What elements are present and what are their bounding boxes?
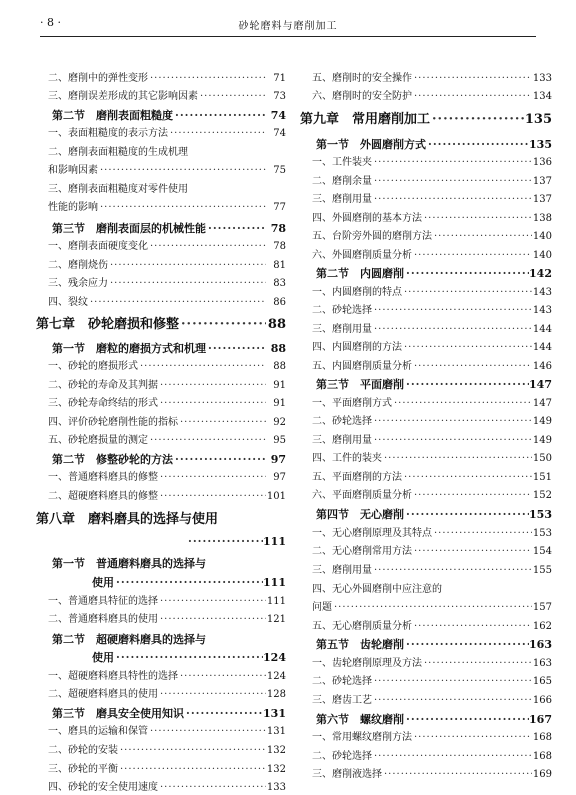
toc-entry-page: 166 — [532, 695, 552, 706]
toc-entry-title: 第三节 磨削表面层的机械性能 — [52, 222, 206, 235]
toc-entry-title: 第一节 普通磨料磨具的选择与 — [52, 557, 206, 570]
toc-entry — [52, 109, 286, 123]
toc-entry-title: 第四节 无心磨削 — [316, 508, 404, 521]
toc-entry — [48, 781, 286, 795]
dot-leader — [372, 434, 532, 448]
dot-leader — [432, 230, 532, 244]
toc-entry — [48, 360, 286, 374]
toc-entry-title: 第五节 齿轮磨削 — [316, 638, 404, 651]
page-number: · 8 · — [40, 16, 61, 29]
toc-entry-page: 165 — [532, 676, 552, 687]
toc-entry-page: 101 — [266, 491, 286, 502]
toc-entry-page: 132 — [266, 764, 286, 775]
toc-entry-page: 153 — [529, 508, 552, 521]
toc-entry-title: 六、外圆磨削质量分析 — [312, 250, 412, 261]
toc-entry — [312, 768, 552, 782]
toc-entry-title: 第三节 磨具安全使用知识 — [52, 707, 184, 720]
toc-entry-page: 155 — [532, 565, 552, 576]
toc-entry-title: 三、磨削用量 — [312, 324, 372, 335]
dot-leader — [430, 113, 525, 127]
dot-leader — [404, 713, 529, 727]
toc-entry-page: 77 — [273, 202, 286, 213]
toc-entry — [48, 397, 286, 411]
toc-entry-page: 91 — [273, 380, 286, 391]
toc-entry-page: 162 — [532, 621, 552, 632]
toc-entry-title: 五、台阶旁外圆的磨削方法 — [312, 231, 432, 242]
toc-entry-page: 95 — [273, 435, 286, 446]
toc-entry-page: 128 — [266, 689, 286, 700]
toc-entry — [316, 713, 552, 727]
dot-leader — [372, 694, 532, 708]
dot-leader — [432, 527, 532, 541]
toc-entry-title: 二、无心磨削常用方法 — [312, 546, 412, 557]
toc-entry-page: 147 — [529, 378, 552, 391]
toc-entry-title: 三、磨齿工艺 — [312, 695, 372, 706]
toc-entry-page: 88 — [267, 317, 286, 332]
toc-entry — [312, 620, 552, 634]
dot-leader — [178, 416, 266, 430]
dot-leader — [168, 127, 266, 141]
toc-entry-page: 111 — [263, 576, 286, 589]
toc-entry-page: 168 — [532, 732, 552, 743]
toc-entry-title: 第一节 磨粒的磨损方式和机理 — [52, 342, 206, 355]
dot-leader — [402, 341, 532, 355]
toc-entry-page: 92 — [273, 417, 286, 428]
toc-entry — [316, 378, 552, 392]
toc-entry-title: 一、表面粗糙度的表示方法 — [48, 128, 168, 139]
dot-leader — [114, 576, 263, 590]
toc-entry-title: 五、磨削时的安全操作 — [312, 73, 412, 84]
dot-leader — [138, 360, 266, 374]
toc-entry — [312, 731, 552, 745]
toc-entry-title: 第一节 外圆磨削方式 — [316, 138, 426, 151]
toc-entry-title: 三、砂轮的平衡 — [48, 764, 118, 775]
toc-entry-title: 三、磨削用量 — [312, 435, 372, 446]
dot-leader — [372, 323, 532, 337]
toc-entry-page: 150 — [532, 453, 552, 464]
toc-entry — [48, 127, 286, 141]
dot-leader — [412, 360, 532, 374]
dot-leader — [372, 193, 532, 207]
toc-entry-page: 143 — [532, 287, 552, 298]
toc-entry-page: 146 — [532, 361, 552, 372]
toc-entry-title: 第九章 常用磨削加工 — [300, 112, 431, 127]
toc-entry-title: 二、超硬磨料磨具的使用 — [48, 689, 158, 700]
toc-entry-page: 147 — [532, 398, 552, 409]
toc-entry-title: 一、齿轮磨削原理及方法 — [312, 658, 422, 669]
toc-entry-title: 第二节 内圆磨削 — [316, 267, 404, 280]
toc-entry-page: 149 — [532, 416, 552, 427]
dot-leader — [372, 415, 532, 429]
dot-leader — [412, 489, 532, 503]
toc-entry — [48, 164, 286, 178]
toc-entry — [316, 267, 552, 281]
toc-entry — [48, 296, 286, 310]
toc-entry — [48, 183, 286, 197]
toc-entry-title: 第六节 螺纹磨削 — [316, 713, 404, 726]
toc-entry — [48, 613, 286, 627]
dot-leader — [382, 768, 532, 782]
toc-entry — [312, 323, 552, 337]
toc-entry-title: 三、磨削液选择 — [312, 769, 382, 780]
dot-leader — [404, 378, 529, 392]
toc-entry — [48, 490, 286, 504]
toc-entry-page: 168 — [532, 751, 552, 762]
toc-entry-title: 二、超硬磨料磨具的修整 — [48, 491, 158, 502]
toc-entry-title: 四、内圆磨削的方法 — [312, 342, 402, 353]
toc-entry-title: 二、砂轮选择 — [312, 751, 372, 762]
toc-entry — [312, 212, 552, 226]
dot-leader — [206, 342, 266, 356]
toc-entry — [48, 688, 286, 702]
dot-leader — [198, 90, 266, 104]
toc-entry-title: 使用 — [92, 576, 114, 589]
toc-entry — [48, 416, 286, 430]
toc-entry-title: 和影响因素 — [48, 165, 98, 176]
toc-entry — [316, 138, 552, 152]
dot-leader — [426, 138, 529, 152]
dot-leader — [206, 222, 266, 236]
toc-entry-page: 124 — [266, 671, 286, 682]
dot-leader — [179, 318, 266, 332]
dot-leader — [332, 601, 532, 615]
toc-entry-page: 157 — [532, 602, 552, 613]
toc-entry-title: 一、平面磨削方式 — [312, 398, 392, 409]
toc-entry — [316, 638, 552, 652]
toc-entry — [312, 527, 552, 541]
dot-leader — [158, 688, 266, 702]
dot-leader — [186, 535, 263, 549]
toc-entry-title: 一、内圆磨削的特点 — [312, 287, 402, 298]
toc-entry-title: 二、磨削中的弹性变形 — [48, 73, 148, 84]
dot-leader — [404, 267, 529, 281]
toc-entry-page: 135 — [524, 112, 552, 127]
dot-leader — [114, 651, 263, 665]
toc-entry — [48, 90, 286, 104]
toc-entry — [312, 489, 552, 503]
toc-entry — [48, 595, 286, 609]
toc-entry-page: 81 — [273, 260, 286, 271]
toc-entry-page: 154 — [532, 546, 552, 557]
toc-entry-title: 一、磨具的运输和保管 — [48, 726, 148, 737]
toc-entry-title: 二、砂轮选择 — [312, 676, 372, 687]
toc-entry-title: 第二节 磨削表面粗糙度 — [52, 109, 173, 122]
toc-entry-title: 五、平面磨削的方法 — [312, 472, 402, 483]
toc-entry-page: 140 — [532, 250, 552, 261]
toc-entry — [312, 657, 552, 671]
toc-entry — [312, 564, 552, 578]
dot-leader — [412, 620, 532, 634]
toc-entry-title: 二、砂轮选择 — [312, 305, 372, 316]
toc-entry — [312, 750, 552, 764]
toc-entry-page: 144 — [532, 324, 552, 335]
dot-leader — [158, 379, 266, 393]
toc-entry-title: 第二节 超硬磨料磨具的选择与 — [52, 633, 206, 646]
toc-entry-title: 二、磨削表面粗糙度的生成机理 — [48, 147, 188, 158]
toc-entry-page: 91 — [273, 398, 286, 409]
toc-entry-page: 88 — [270, 342, 286, 355]
toc-entry-title: 一、超硬磨料磨具特性的选择 — [48, 671, 178, 682]
toc-entry-page: 111 — [263, 535, 286, 548]
dot-leader — [402, 471, 532, 485]
dot-leader — [148, 72, 266, 86]
toc-entry — [300, 113, 552, 127]
dot-leader — [118, 744, 266, 758]
toc-entry-page: 131 — [263, 707, 286, 720]
toc-entry-page: 167 — [529, 713, 552, 726]
toc-entry-title: 使用 — [92, 651, 114, 664]
toc-entry — [312, 583, 552, 597]
toc-entry — [312, 545, 552, 559]
toc-entry — [52, 707, 286, 721]
dot-leader — [158, 595, 266, 609]
toc-entry-page: 71 — [273, 73, 286, 84]
toc-entry-title: 三、磨削表面粗糙度对零件使用 — [48, 184, 188, 195]
toc-entry — [186, 535, 286, 549]
toc-entry — [48, 744, 286, 758]
toc-entry-title: 六、平面磨削质量分析 — [312, 490, 412, 501]
dot-leader — [412, 545, 532, 559]
toc-entry-page: 83 — [273, 278, 286, 289]
toc-entry — [48, 725, 286, 739]
dot-leader — [412, 731, 532, 745]
toc-entry-title: 二、磨削余量 — [312, 176, 372, 187]
dot-leader — [158, 397, 266, 411]
dot-leader — [98, 201, 266, 215]
dot-leader — [178, 670, 266, 684]
toc-entry-title: 性能的影响 — [48, 202, 98, 213]
toc-entry — [312, 415, 552, 429]
dot-leader — [412, 90, 532, 104]
toc-entry — [312, 675, 552, 689]
dot-leader — [158, 613, 266, 627]
toc-entry-page: 133 — [266, 782, 286, 793]
toc-entry — [52, 633, 286, 647]
toc-entry — [316, 508, 552, 522]
running-title: 砂轮磨料与磨削加工 — [238, 21, 338, 32]
toc-entry-page: 124 — [263, 651, 286, 664]
toc-entry-page: 142 — [529, 267, 552, 280]
toc-entry-title: 五、内圆磨削质量分析 — [312, 361, 412, 372]
toc-entry — [312, 156, 552, 170]
toc-entry-title: 一、工件装夹 — [312, 157, 372, 168]
toc-entry — [312, 230, 552, 244]
toc-entry — [48, 434, 286, 448]
toc-entry — [48, 379, 286, 393]
dot-leader — [108, 259, 266, 273]
toc-entry-page: 137 — [532, 176, 552, 187]
toc-entry — [36, 318, 286, 332]
toc-entry-title: 一、普通磨料磨具的修整 — [48, 472, 158, 483]
toc-entry — [312, 249, 552, 263]
toc-entry-title: 六、磨削时的安全防护 — [312, 91, 412, 102]
toc-entry-title: 二、普通磨料磨具的使用 — [48, 614, 158, 625]
dot-leader — [422, 657, 532, 671]
toc-entry — [312, 434, 552, 448]
page-header — [40, 14, 536, 37]
toc-entry-page: 163 — [529, 638, 552, 651]
toc-entry-page: 74 — [273, 128, 286, 139]
toc-entry-title: 四、工件的装夹 — [312, 453, 382, 464]
toc-entry-title: 三、磨削误差形成的其它影响因素 — [48, 91, 198, 102]
toc-entry-page: 73 — [273, 91, 286, 102]
dot-leader — [404, 508, 529, 522]
toc-entry — [48, 146, 286, 160]
toc-entry-title: 三、残余应力 — [48, 278, 108, 289]
toc-entry — [52, 557, 286, 571]
dot-leader — [404, 638, 529, 652]
dot-leader — [173, 453, 266, 467]
toc-entry-title: 四、砂轮的安全使用速度 — [48, 782, 158, 793]
toc-entry — [36, 513, 286, 527]
toc-entry-page: 144 — [532, 342, 552, 353]
toc-entry-title: 三、砂轮寿命终结的形式 — [48, 398, 158, 409]
toc-entry — [52, 342, 286, 356]
toc-entry-page: 97 — [273, 472, 286, 483]
toc-entry — [48, 72, 286, 86]
toc-entry-title: 二、磨削烧伤 — [48, 260, 108, 271]
toc-entry-title: 五、砂轮磨损量的测定 — [48, 435, 148, 446]
toc-entry-title: 第八章 磨料磨具的选择与使用 — [36, 512, 219, 527]
dot-leader — [372, 564, 532, 578]
dot-leader — [108, 277, 266, 291]
dot-leader — [382, 452, 532, 466]
toc-entry-page: 135 — [529, 138, 552, 151]
dot-leader — [372, 304, 532, 318]
toc-entry-page: 153 — [532, 528, 552, 539]
toc-entry-title: 二、砂轮的寿命及其判据 — [48, 380, 158, 391]
toc-entry-title: 三、磨削用量 — [312, 565, 372, 576]
dot-leader — [412, 249, 532, 263]
dot-leader — [372, 750, 532, 764]
toc-entry — [48, 763, 286, 777]
toc-entry-page: 138 — [532, 213, 552, 224]
toc-entry-page: 78 — [273, 241, 286, 252]
toc-entry-page: 163 — [532, 658, 552, 669]
toc-entry-page: 137 — [532, 194, 552, 205]
toc-entry — [312, 193, 552, 207]
toc-entry — [48, 259, 286, 273]
toc-entry-page: 152 — [532, 490, 552, 501]
toc-entry — [312, 286, 552, 300]
dot-leader — [158, 490, 266, 504]
toc-entry-page: 149 — [532, 435, 552, 446]
toc-entry-page: 143 — [532, 305, 552, 316]
toc-entry-page: 132 — [266, 745, 286, 756]
toc-entry-page: 88 — [273, 361, 286, 372]
dot-leader — [372, 675, 532, 689]
toc-entry — [92, 651, 286, 665]
dot-leader — [412, 72, 532, 86]
toc-entry-title: 三、磨削用量 — [312, 194, 372, 205]
toc-entry-page: 74 — [270, 109, 286, 122]
toc-entry-page: 140 — [532, 231, 552, 242]
toc-entry — [92, 576, 286, 590]
dot-leader — [158, 471, 266, 485]
toc-entry-page: 97 — [270, 453, 286, 466]
toc-entry-title: 五、无心磨削质量分析 — [312, 621, 412, 632]
toc-entry-page: 134 — [532, 91, 552, 102]
toc-entry-page: 131 — [266, 726, 286, 737]
toc-entry-title: 四、评价砂轮磨削性能的指标 — [48, 417, 178, 428]
dot-leader — [98, 164, 266, 178]
dot-leader — [392, 397, 532, 411]
toc-entry — [312, 72, 552, 86]
toc-entry-title: 二、砂轮的安装 — [48, 745, 118, 756]
toc-entry-page: 121 — [266, 614, 286, 625]
toc-entry — [312, 601, 552, 615]
toc-entry — [48, 240, 286, 254]
toc-entry-title: 一、无心磨削原理及其特点 — [312, 528, 432, 539]
toc-entry-page: 136 — [532, 157, 552, 168]
toc-entry-title: 一、磨削表面硬度变化 — [48, 241, 148, 252]
toc-entry — [48, 277, 286, 291]
toc-entry-page: 151 — [532, 472, 552, 483]
dot-leader — [148, 240, 266, 254]
toc-entry — [52, 453, 286, 467]
toc-entry — [312, 694, 552, 708]
toc-entry-page: 86 — [273, 297, 286, 308]
toc-entry — [312, 304, 552, 318]
toc-entry — [312, 452, 552, 466]
toc-entry — [312, 471, 552, 485]
toc-entry-title: 问题 — [312, 602, 332, 613]
toc-entry-title: 二、砂轮选择 — [312, 416, 372, 427]
toc-entry-title: 一、普通磨具特征的选择 — [48, 596, 158, 607]
dot-leader — [372, 156, 532, 170]
toc-entry — [312, 397, 552, 411]
toc-entry — [52, 222, 286, 236]
toc-entry-title: 第二节 修整砂轮的方法 — [52, 453, 173, 466]
dot-leader — [88, 296, 266, 310]
toc-entry-title: 四、外圆磨削的基本方法 — [312, 213, 422, 224]
toc-entry-title: 第三节 平面磨削 — [316, 378, 404, 391]
toc-entry-page: 169 — [532, 769, 552, 780]
dot-leader — [184, 707, 263, 721]
toc-entry — [312, 175, 552, 189]
toc-entry — [312, 341, 552, 355]
dot-leader — [173, 109, 266, 123]
dot-leader — [372, 175, 532, 189]
toc-entry — [312, 360, 552, 374]
dot-leader — [118, 763, 266, 777]
dot-leader — [158, 781, 266, 795]
toc-entry-page: 133 — [532, 73, 552, 84]
toc-entry — [312, 90, 552, 104]
dot-leader — [148, 434, 266, 448]
toc-entry-title: 四、裂纹 — [48, 297, 88, 308]
dot-leader — [422, 212, 532, 226]
toc-entry-page: 75 — [273, 165, 286, 176]
toc-entry-title: 四、无心外圆磨削中应注意的 — [312, 584, 442, 595]
toc-entry-page: 111 — [266, 596, 286, 607]
toc-entry-title: 一、常用螺纹磨削方法 — [312, 732, 412, 743]
dot-leader — [148, 725, 266, 739]
toc-entry-title: 第七章 砂轮磨损和修整 — [36, 317, 180, 332]
toc-entry — [48, 471, 286, 485]
dot-leader — [402, 286, 532, 300]
toc-entry-page: 78 — [270, 222, 286, 235]
toc-entry-title: 一、砂轮的磨损形式 — [48, 361, 138, 372]
toc-entry — [48, 670, 286, 684]
toc-entry — [48, 201, 286, 215]
